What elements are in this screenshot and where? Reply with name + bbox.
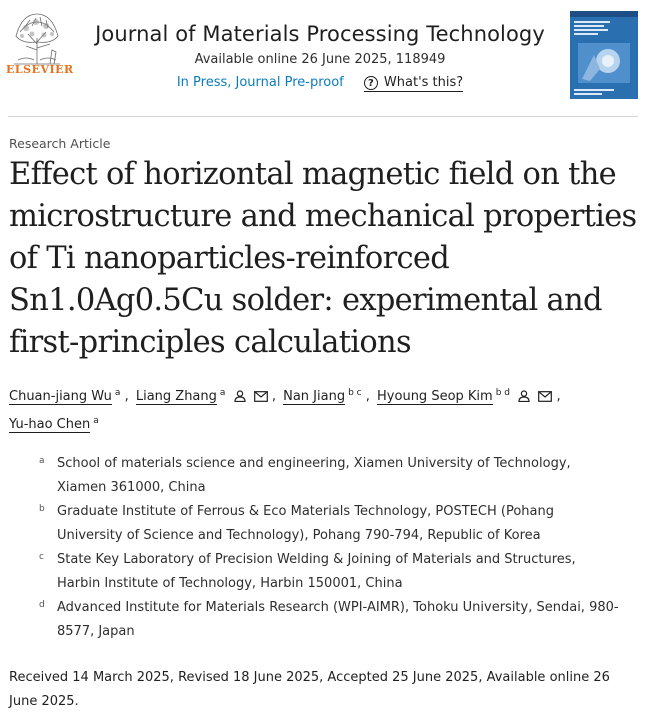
affiliation-text: Advanced Institute for Materials Research (WPI-AIMR), Tohoku University, Sendai, 980-8577, Japan — [57, 600, 619, 639]
article-status-link[interactable]: In Press, Journal Pre-proof — [176, 75, 344, 90]
author-nan-jiang[interactable] — [283, 389, 366, 404]
affiliation-label: a — [39, 456, 45, 466]
person-icon[interactable] — [234, 390, 246, 402]
affiliation-list — [39, 452, 619, 644]
author-name[interactable]: Nan Jiang — [283, 389, 346, 404]
affiliation-label: c — [39, 552, 44, 562]
author-affil-sup: b d — [495, 388, 511, 398]
elsevier-tree-icon — [6, 8, 68, 66]
publisher-wordmark: ELSEVIER — [6, 63, 74, 76]
journal-info — [80, 20, 560, 92]
author-hyoung-seop-kim[interactable] — [377, 389, 556, 404]
affiliation-text: State Key Laboratory of Precision Welding & Joining of Materials and Structures, Harbin Institute of Technology, Harbin 150001, China — [57, 552, 576, 591]
author-affil-sup: a — [114, 388, 121, 398]
affiliation-item — [39, 548, 619, 596]
author-list: Chuan-jiang Wu $^a$ , Liang Zhang $^a$ , Nan Jiang $^{b c}$ , Hyoung Seop Kim $^{b d}$ , Yu-hao Chen $^a$ — [9, 388, 561, 432]
author-name[interactable]: Liang Zhang — [135, 389, 217, 404]
journal-title[interactable]: Journal of Materials Processing Technology — [95, 22, 545, 46]
available-online-line: Available online 26 June 2025, 118949 — [194, 52, 446, 67]
header-divider — [8, 116, 638, 117]
article-title: Effect of horizontal magnetic field on the microstructure and mechanical properties of Ti nanoparticles-reinforced Sn1.0Ag0.5Cu solder: experimental and first-principles calculations — [9, 157, 637, 360]
author-affil-sup: a — [93, 416, 99, 426]
author-liang-zhang[interactable] — [136, 389, 272, 404]
whats-this-button[interactable] — [364, 75, 463, 92]
journal-cover-icon — [570, 11, 638, 99]
author-name[interactable]: Hyoung Seop Kim — [377, 389, 493, 404]
author-affil-sup: b c — [348, 388, 362, 398]
affiliation-text: Graduate Institute of Ferrous & Eco Materials Technology, POSTECH (Pohang University of Science and Technology), Pohang 790-794, Republic of Korea — [57, 504, 554, 543]
author-chuan-jiang-wu[interactable] — [9, 389, 125, 404]
envelope-icon[interactable] — [538, 391, 552, 402]
affiliation-text: School of materials science and engineering, Xiamen University of Technology, Xiamen 361000, China — [57, 456, 571, 495]
affiliation-item — [39, 500, 619, 548]
envelope-icon[interactable] — [254, 391, 268, 402]
author-name[interactable]: Chuan-jiang Wu — [9, 389, 112, 404]
person-icon[interactable] — [518, 390, 530, 402]
article-header — [0, 0, 648, 116]
affiliation-label: b — [39, 504, 45, 514]
author-yu-hao-chen[interactable] — [9, 417, 99, 432]
affiliation-item — [39, 452, 619, 500]
article-history-dates: Received 14 March 2025, Revised 18 June 2025, Accepted 25 June 2025, Available online 26 June 2025. — [9, 670, 610, 709]
author-affil-sup: a — [219, 388, 226, 398]
status-row — [80, 74, 560, 92]
journal-cover[interactable] — [570, 11, 638, 99]
author-name[interactable]: Yu-hao Chen — [9, 417, 91, 432]
article-type: Research Article — [9, 136, 111, 151]
whats-this-label: What's this? — [383, 75, 464, 90]
affiliation-label: d — [39, 600, 45, 610]
question-circle-icon: ? — [364, 76, 378, 90]
affiliation-item — [39, 596, 619, 644]
